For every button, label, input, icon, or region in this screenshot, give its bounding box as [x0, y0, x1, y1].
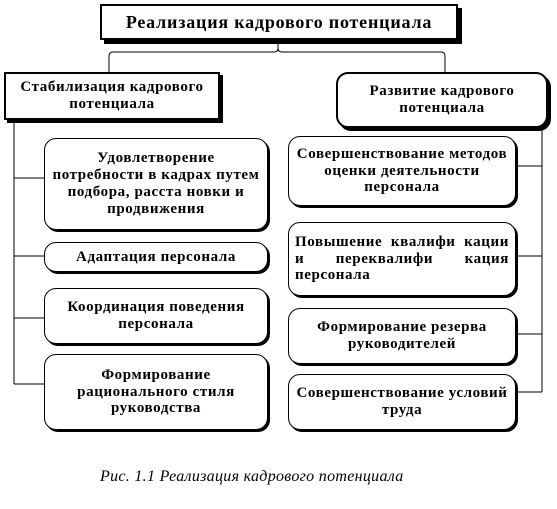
left-header: [4, 72, 220, 120]
right-item-2-text: Повышение квалифи кации и переквалифи кация персонала: [295, 233, 509, 284]
connector-title-right: [278, 40, 445, 72]
left-item-1-text: Удовлетворение потребности в кадрах путем подбора, расста новки и продвижения: [52, 150, 260, 217]
right-header: [336, 72, 548, 128]
diagram-title: [100, 4, 458, 40]
left-item-4-text: Формирование рационального стиля руководства: [77, 366, 235, 417]
left-item-2: [44, 242, 268, 272]
right-item-2: [288, 222, 516, 296]
left-item-2-text: Адаптация персонала: [76, 248, 236, 265]
right-item-1: [288, 136, 516, 206]
right-item-3: [288, 308, 516, 364]
left-item-3-text: Координация поведения персонала: [67, 299, 245, 332]
left-item-4: [44, 354, 268, 430]
left-header-text: Стабилизация кадрового потенциала: [20, 79, 204, 112]
right-item-1-text: Совершенствование методов оценки деятельности персонала: [296, 145, 508, 196]
right-item-3-text: Формирование резерва руководителей: [317, 319, 487, 352]
left-item-3: [44, 288, 268, 344]
diagram-title-text: Реализация кадрового потенциала: [125, 11, 433, 32]
right-item-4: [288, 374, 516, 430]
figure-caption: Рис. 1.1 Реализация кадрового потенциала: [100, 468, 404, 485]
right-item-4-text: Совершенствование условий труда: [296, 385, 508, 418]
right-header-text: Развитие кадрового потенциала: [369, 83, 515, 116]
connector-title-left: [109, 40, 278, 72]
left-item-1: [44, 138, 268, 230]
